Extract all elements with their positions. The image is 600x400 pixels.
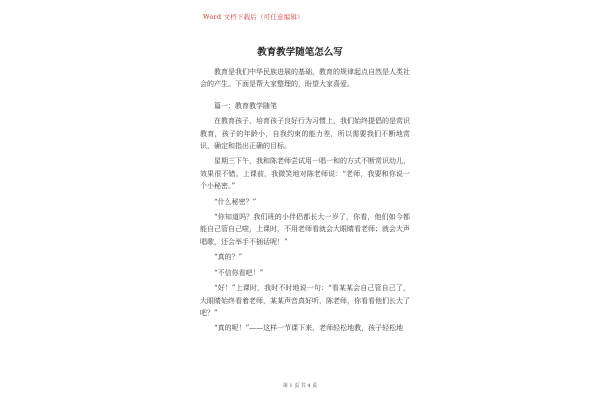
dialogue-line: “不信你看吧！” [214,268,264,277]
download-watermark: Word 文档下载后（可任意编辑） [203,13,304,21]
body-paragraph: 在教育孩子、培育孩子良好行为习惯上，我们始终提倡的是赏识教育，孩子的年龄小，自我约束的能力差，所以需要我们不断地赏识，确定和指出正确的目标。 [200,117,410,151]
body-paragraph: 星期三下午，我和陈老师尝试用一唱一和的方式不断赏识幼儿，效果很不错。上课前，我微笑地对陈老师说：“老师，我要和你说一个小秘密。” [200,157,410,191]
dialogue-line: “真的？” [214,253,243,262]
document-body [200,66,410,338]
intro-paragraph: 教育是我们中华民族进展的基础，教育的规律起点自然是人类社会的产生。下面是帮大家整理的，盼望大家喜爱。 [200,68,410,89]
page-number-footer: 第 1 页 共 4 页 [282,383,318,389]
section-heading: 篇一：教育教学随笔 [214,101,277,110]
document-title: 教育教学随笔怎么写 [257,47,343,58]
dialogue-line: “真的呢！”——这样一节课下来，老师轻松地教，孩子轻松地 [214,324,404,333]
dialogue-line: “你知道吗？我们班的小伴侣都长大一岁了，你看，他们如今都能自己管自己啦，上课时，不用老师看就会大眼睛看老师；就会大声唱歌，还会举手不插话呢！” [200,213,410,246]
dialogue-line: “什么秘密？” [214,197,257,206]
dialogue-line: “好！”上课时，我时不时地说一句：“看某某会自己管自己了，大眼睛始终看着老师，某某声音真好听，陈老师，你看看他们长大了吧？” [200,284,410,317]
